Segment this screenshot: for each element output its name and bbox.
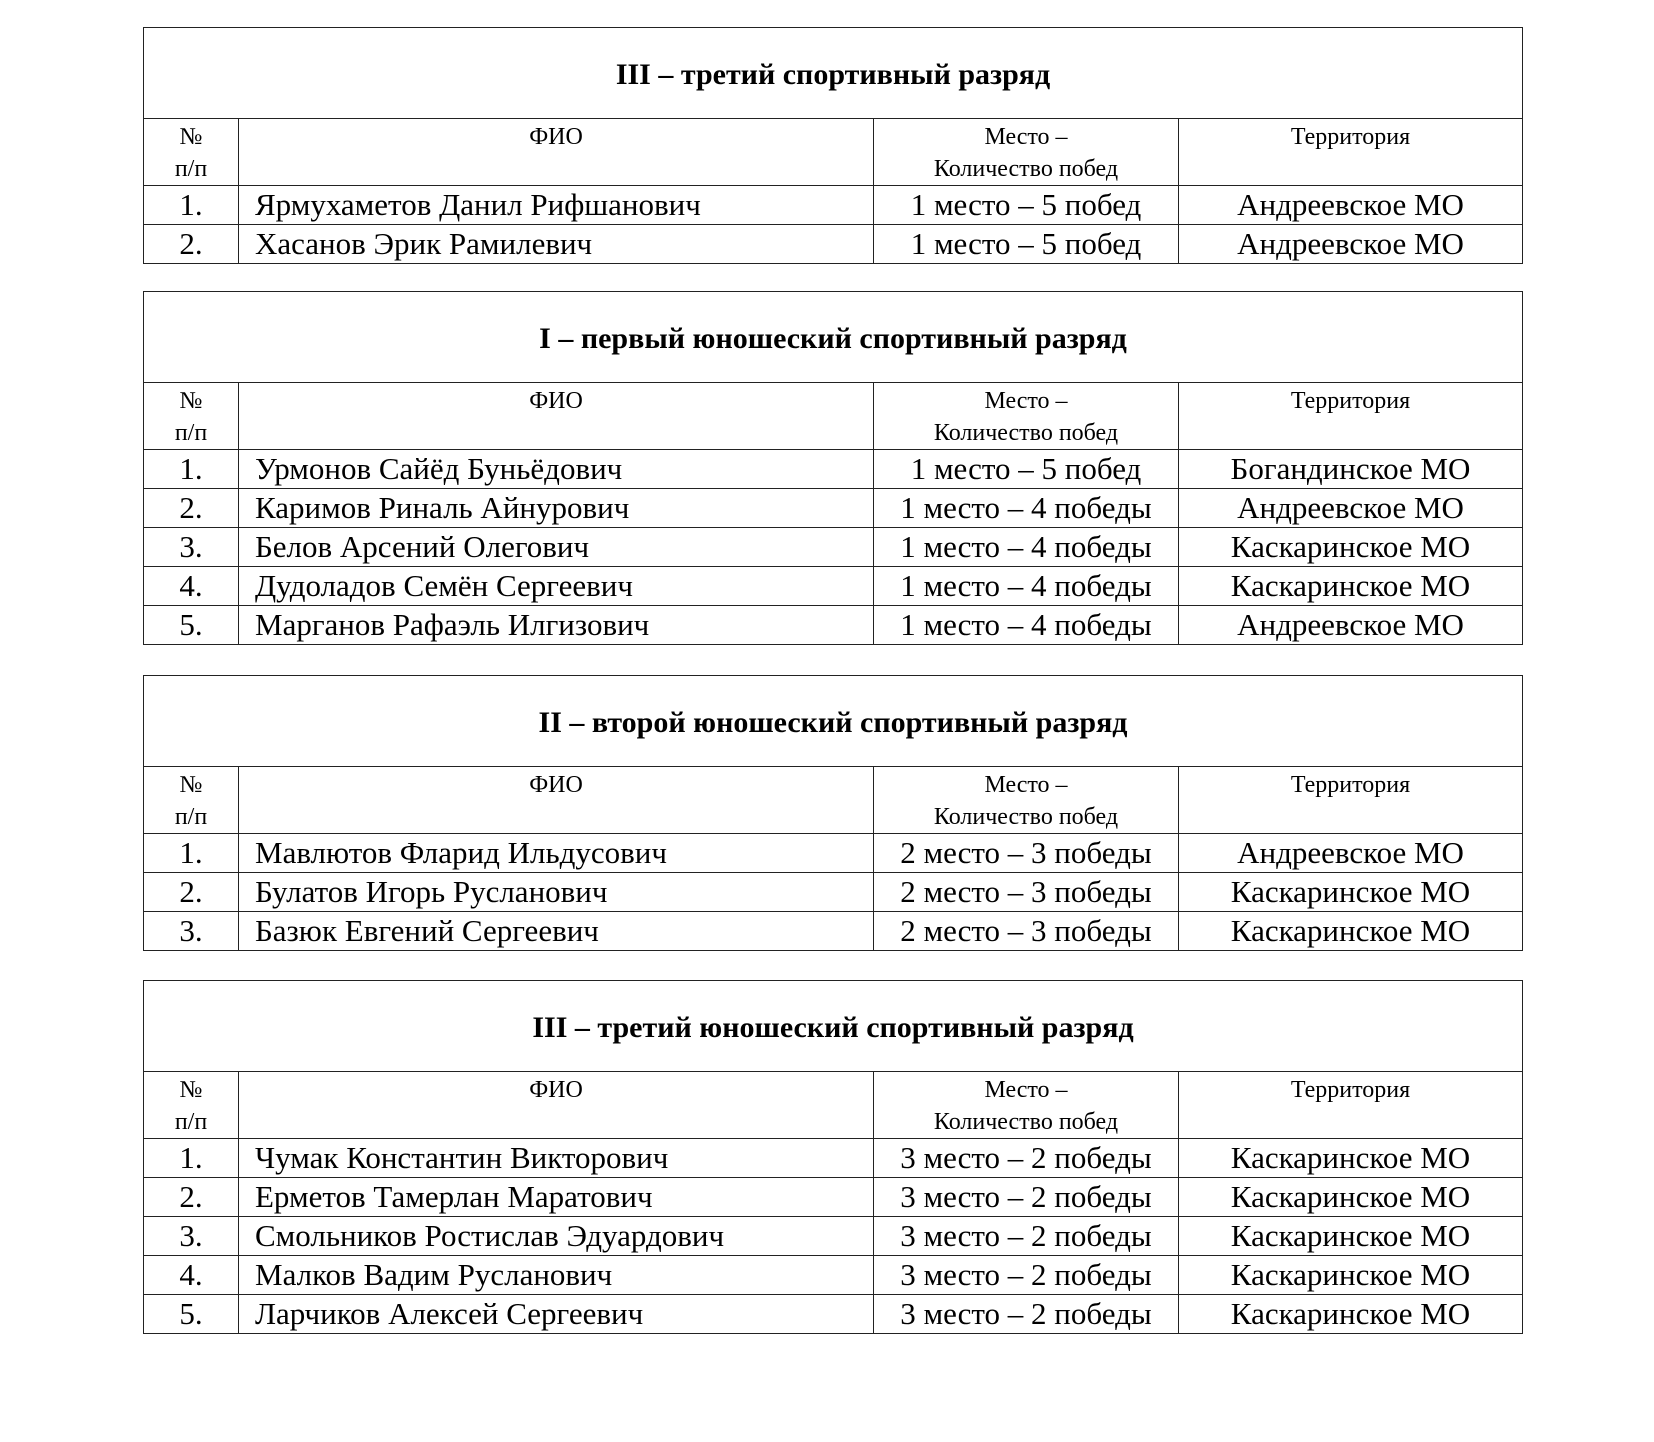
rank-table (143, 675, 1523, 951)
section-first-youth-rank (143, 291, 1522, 645)
table-row (144, 1139, 1523, 1178)
table-row (144, 567, 1523, 606)
table-header (144, 767, 1523, 834)
row-name: Ярмухаметов Данил Рифшанович (239, 186, 874, 225)
table-row (144, 450, 1523, 489)
row-place: 2 место – 3 победы (874, 873, 1179, 912)
table-row (144, 225, 1523, 264)
header-place: Место – Количество побед (874, 119, 1179, 186)
section-title: II – второй юношеский спортивный разряд (144, 676, 1523, 767)
header-name: ФИО (239, 1072, 874, 1139)
row-name: Малков Вадим Русланович (239, 1256, 874, 1295)
table-row (144, 528, 1523, 567)
row-num: 1. (144, 186, 239, 225)
row-territory: Каскаринское МО (1179, 1178, 1523, 1217)
section-title: III – третий спортивный разряд (144, 28, 1523, 119)
row-place: 1 место – 4 победы (874, 567, 1179, 606)
row-name: Урмонов Сайёд Буньёдович (239, 450, 874, 489)
table-row (144, 1256, 1523, 1295)
header-num: № п/п (144, 1072, 239, 1139)
row-name: Белов Арсений Олегович (239, 528, 874, 567)
row-place: 3 место – 2 победы (874, 1178, 1179, 1217)
header-name: ФИО (239, 119, 874, 186)
row-territory: Каскаринское МО (1179, 528, 1523, 567)
row-place: 3 место – 2 победы (874, 1295, 1179, 1334)
row-territory: Андреевское МО (1179, 489, 1523, 528)
row-place: 1 место – 4 победы (874, 528, 1179, 567)
header-territory: Территория (1179, 119, 1523, 186)
section-title: I – первый юношеский спортивный разряд (144, 292, 1523, 383)
row-name: Ларчиков Алексей Сергеевич (239, 1295, 874, 1334)
row-num: 1. (144, 834, 239, 873)
table-row (144, 1217, 1523, 1256)
row-num: 5. (144, 1295, 239, 1334)
header-territory: Территория (1179, 767, 1523, 834)
row-num: 2. (144, 1178, 239, 1217)
section-third-youth-rank (143, 980, 1522, 1334)
row-place: 3 место – 2 победы (874, 1139, 1179, 1178)
table-row (144, 1295, 1523, 1334)
rank-table (143, 27, 1523, 264)
header-num: № п/п (144, 119, 239, 186)
row-num: 5. (144, 606, 239, 645)
row-name: Мавлютов Фларид Ильдусович (239, 834, 874, 873)
row-territory: Каскаринское МО (1179, 1139, 1523, 1178)
rank-table (143, 291, 1523, 645)
table-header (144, 1072, 1523, 1139)
row-place: 3 место – 2 победы (874, 1256, 1179, 1295)
section-third-sport-rank (143, 27, 1522, 264)
row-name: Ерметов Тамерлан Маратович (239, 1178, 874, 1217)
row-name: Базюк Евгений Сергеевич (239, 912, 874, 951)
row-name: Каримов Риналь Айнурович (239, 489, 874, 528)
row-territory: Каскаринское МО (1179, 1217, 1523, 1256)
row-place: 3 место – 2 победы (874, 1217, 1179, 1256)
table-row (144, 606, 1523, 645)
section-title: III – третий юношеский спортивный разряд (144, 981, 1523, 1072)
row-territory: Каскаринское МО (1179, 873, 1523, 912)
row-name: Хасанов Эрик Рамилевич (239, 225, 874, 264)
table-row (144, 186, 1523, 225)
table-header (144, 119, 1523, 186)
row-territory: Андреевское МО (1179, 834, 1523, 873)
row-territory: Андреевское МО (1179, 606, 1523, 645)
row-name: Смольников Ростислав Эдуардович (239, 1217, 874, 1256)
row-place: 1 место – 5 побед (874, 186, 1179, 225)
row-num: 1. (144, 1139, 239, 1178)
table-row (144, 489, 1523, 528)
row-territory: Каскаринское МО (1179, 567, 1523, 606)
row-place: 1 место – 4 победы (874, 606, 1179, 645)
row-num: 2. (144, 873, 239, 912)
row-num: 2. (144, 489, 239, 528)
row-num: 1. (144, 450, 239, 489)
row-territory: Каскаринское МО (1179, 1256, 1523, 1295)
header-territory: Территория (1179, 1072, 1523, 1139)
row-name: Марганов Рафаэль Илгизович (239, 606, 874, 645)
table-row (144, 1178, 1523, 1217)
header-place: Место – Количество побед (874, 383, 1179, 450)
table-row (144, 834, 1523, 873)
row-place: 2 место – 3 победы (874, 834, 1179, 873)
row-name: Дудоладов Семён Сергеевич (239, 567, 874, 606)
header-place: Место – Количество побед (874, 1072, 1179, 1139)
row-territory: Каскаринское МО (1179, 912, 1523, 951)
header-territory: Территория (1179, 383, 1523, 450)
table-row (144, 912, 1523, 951)
rank-table (143, 980, 1523, 1334)
row-num: 3. (144, 912, 239, 951)
row-name: Чумак Константин Викторович (239, 1139, 874, 1178)
row-territory: Каскаринское МО (1179, 1295, 1523, 1334)
row-num: 4. (144, 567, 239, 606)
row-territory: Богандинское МО (1179, 450, 1523, 489)
row-name: Булатов Игорь Русланович (239, 873, 874, 912)
header-num: № п/п (144, 767, 239, 834)
table-header (144, 383, 1523, 450)
table-row (144, 873, 1523, 912)
row-num: 3. (144, 528, 239, 567)
row-territory: Андреевское МО (1179, 225, 1523, 264)
row-place: 1 место – 5 побед (874, 225, 1179, 264)
row-territory: Андреевское МО (1179, 186, 1523, 225)
header-name: ФИО (239, 383, 874, 450)
header-name: ФИО (239, 767, 874, 834)
header-place: Место – Количество побед (874, 767, 1179, 834)
row-place: 1 место – 5 побед (874, 450, 1179, 489)
row-num: 4. (144, 1256, 239, 1295)
row-place: 2 место – 3 победы (874, 912, 1179, 951)
row-place: 1 место – 4 победы (874, 489, 1179, 528)
row-num: 3. (144, 1217, 239, 1256)
section-second-youth-rank (143, 675, 1522, 951)
row-num: 2. (144, 225, 239, 264)
header-num: № п/п (144, 383, 239, 450)
